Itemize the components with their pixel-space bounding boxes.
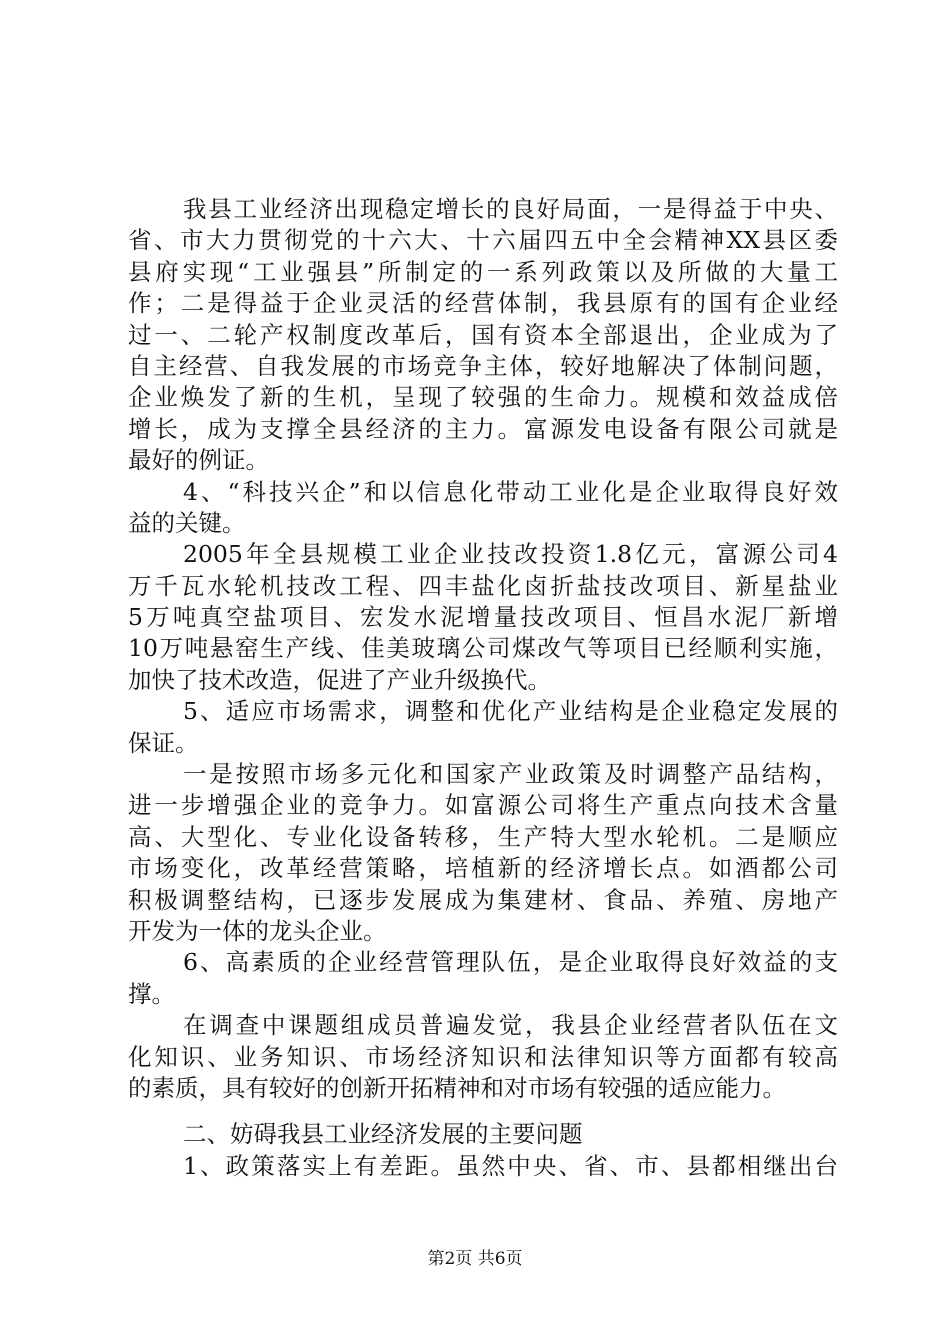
text-line: 开发为一体的龙头企业。: [128, 916, 387, 945]
paragraph: [128, 194, 838, 477]
text-line: 加快了技术改造，促进了产业升级换代。: [128, 665, 551, 694]
paragraph: [128, 1010, 838, 1104]
text-line: 撑。: [128, 979, 175, 1008]
document-body: [128, 194, 838, 1182]
text-line: 在调查中课题组成员普遍发觉，我县企业经营者队伍在文: [183, 1011, 838, 1040]
text-line: 市场变化，改革经营策略，培植新的经济增长点。如酒都公司: [128, 854, 838, 883]
text-line: 作；二是得益于企业灵活的经营体制，我县原有的国有企业经: [128, 289, 838, 318]
paragraph: [128, 1151, 838, 1182]
text-line: 县府实现“工业强县”所制定的一系列政策以及所做的大量工: [128, 257, 838, 286]
text-line: 5万吨真空盐项目、宏发水泥增量技改项目、恒昌水泥厂新增: [128, 603, 838, 632]
text-line: 10万吨悬窑生产线、佳美玻璃公司煤改气等项目已经顺利实施，: [128, 634, 838, 663]
text-line: 过一、二轮产权制度改革后，国有资本全部退出，企业成为了: [128, 320, 838, 349]
text-line: 省、市大力贯彻党的十六大、十六届四五中全会精神XX县区委: [128, 226, 838, 255]
text-line: 5、适应市场需求，调整和优化产业结构是企业稳定发展的: [183, 697, 838, 726]
paragraph: [128, 477, 838, 540]
text-line: 化知识、业务知识、市场经济知识和法律知识等方面都有较高: [128, 1042, 838, 1071]
text-line: 2005年全县规模工业企业技改投资1.8亿元，富源公司4: [183, 540, 838, 569]
page-footer: 第2页 共6页: [427, 1249, 523, 1269]
text-line: 的素质，具有较好的创新开拓精神和对市场有较强的适应能力。: [128, 1073, 786, 1102]
text-line: 6、高素质的企业经营管理队伍，是企业取得良好效益的支: [183, 948, 838, 977]
text-line: 积极调整结构，已逐步发展成为集建材、食品、养殖、房地产: [128, 885, 838, 914]
paragraph: [128, 1119, 838, 1150]
text-line: 4、“科技兴企”和以信息化带动工业化是企业取得良好效: [183, 477, 838, 506]
text-line: 一是按照市场多元化和国家产业政策及时调整产品结构，: [183, 760, 838, 789]
text-line: 保证。: [128, 728, 199, 757]
text-line: 企业焕发了新的生机，呈现了较强的生命力。规模和效益成倍: [128, 383, 838, 412]
paragraph: [128, 759, 838, 947]
text-line: 万千瓦水轮机技改工程、四丰盐化卤折盐技改项目、新星盐业: [128, 571, 838, 600]
text-line: 高、大型化、专业化设备转移，生产特大型水轮机。二是顺应: [128, 822, 838, 851]
text-line: 进一步增强企业的竞争力。如富源公司将生产重点向技术含量: [128, 791, 838, 820]
text-line: 1、政策落实上有差距。虽然中央、省、市、县都相继出台: [183, 1151, 838, 1180]
text-line: 我县工业经济出现稳定增长的良好局面，一是得益于中央、: [183, 195, 838, 223]
text-line: 增长，成为支撑全县经济的主力。富源发电设备有限公司就是: [128, 414, 838, 443]
paragraph: [128, 696, 838, 759]
text-line: 自主经营、自我发展的市场竞争主体，较好地解决了体制问题，: [128, 351, 838, 380]
paragraph: [128, 539, 838, 696]
text-line: 二、妨碍我县工业经济发展的主要问题: [183, 1120, 583, 1149]
paragraph: [128, 947, 838, 1010]
text-line: 益的关键。: [128, 508, 246, 537]
text-line: 最好的例证。: [128, 446, 269, 475]
